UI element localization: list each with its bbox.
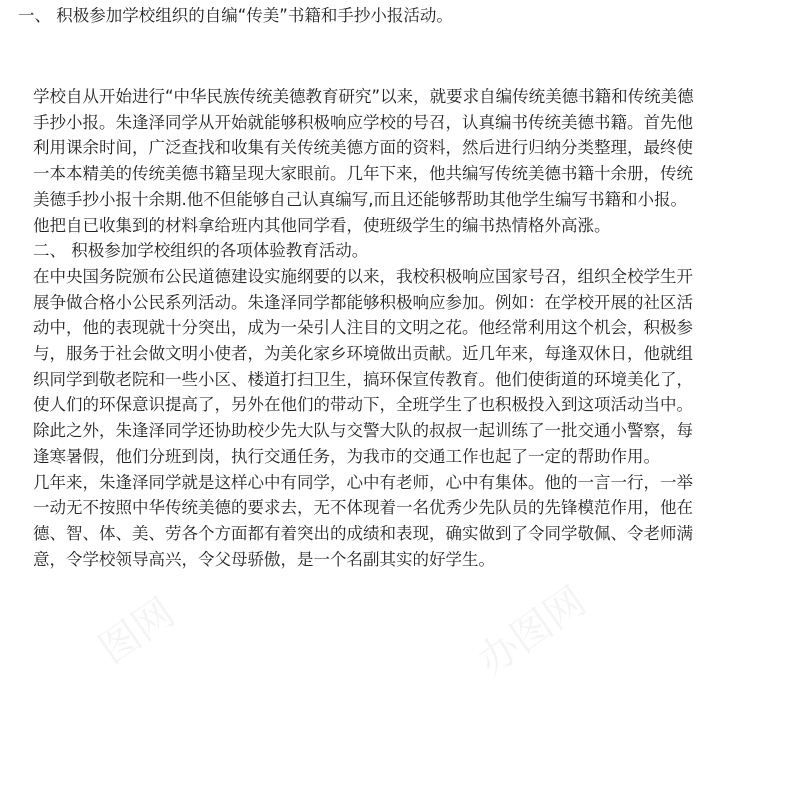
text-line: 美德手抄小报十余期.他不但能够自己认真编写,而且还能够帮助其他学生编写书籍和小报。 bbox=[33, 189, 687, 209]
text-line: 展争做合格小公民系列活动。朱逢泽同学都能够积极响应参加。例如：在学校开展的社区活 bbox=[33, 292, 693, 312]
text-line: 除此之外，朱逢泽同学还协助校少先大队与交警大队的叔叔一起训练了一批交通小警察，每 bbox=[33, 421, 693, 441]
text-line: 意，令学校领导高兴，令父母骄傲，是一个名副其实的好学生。 bbox=[33, 549, 495, 569]
paragraph-1 bbox=[33, 84, 785, 238]
text-line: 使人们的环保意识提高了，另外在他们的带动下，全班学生了也积极投入到这项活动当中。 bbox=[33, 395, 693, 415]
paragraph-3 bbox=[33, 470, 785, 573]
text-line: 德、智、体、美、劳各个方面都有着突出的成绩和表现，确实做到了令同学敬佩、令老师满 bbox=[33, 523, 693, 543]
watermark: 图网 bbox=[91, 589, 183, 674]
section-heading-1: 一、 积极参加学校组织的自编“传美”书籍和手抄小报活动。 bbox=[18, 6, 453, 25]
section-heading-2 bbox=[0, 238, 785, 264]
text-line: 动中，他的表现就十分突出，成为一朵引人注目的文明之花。他经常利用这个机会，积极参 bbox=[33, 318, 693, 338]
text-line: 在中央国务院颁布公民道德建设实施纲要的以来，我校积极响应国家号召，组织全校学生开 bbox=[33, 266, 693, 286]
text-line: 学校自从开始进行“中华民族传统美德教育研究”以来，就要求自编传统美德书籍和传统美德 bbox=[33, 87, 694, 106]
text-line: 逢寒暑假，他们分班到岗，执行交通任务，为我市的交通工作也起了一定的帮助作用。 bbox=[33, 446, 660, 466]
document-body bbox=[33, 84, 785, 572]
text-line: 一本本精美的传统美德书籍呈现大家眼前。几年下来，他共编写传统美德书籍十余册，传统 bbox=[33, 164, 693, 184]
text-line: 与，服务于社会做文明小使者，为美化家乡环境做出贡献。近几年来，每逢双休日，他就组 bbox=[33, 344, 693, 364]
text-line: 手抄小报。朱逢泽同学从开始就能够积极响应学校的号召，认真编书传统美德书籍。首先他 bbox=[33, 112, 693, 132]
text-line: 几年来，朱逢泽同学就是这样心中有同学，心中有老师，心中有集体。他的一言一行，一举 bbox=[33, 472, 693, 492]
text-line: 织同学到敬老院和一些小区、楼道打扫卫生，搞环保宣传教育。他们使街道的环境美化了， bbox=[33, 369, 693, 389]
text-line: 利用课余时间，广泛查找和收集有关传统美德方面的资料，然后进行归纳分类整理，最终使 bbox=[33, 138, 693, 158]
text-line: 他把自已收集到的材料拿给班内其他同学看，使班级学生的编书热情格外高涨。 bbox=[33, 215, 611, 235]
paragraph-2 bbox=[33, 264, 785, 470]
text-line: 一动无不按照中华传统美德的要求去，无不体现着一名优秀少先队员的先锋模范作用，他在 bbox=[33, 498, 693, 518]
watermark: 办图网 bbox=[469, 578, 595, 685]
heading-text: 二、 积极参加学校组织的各项体验教育活动。 bbox=[33, 241, 369, 261]
